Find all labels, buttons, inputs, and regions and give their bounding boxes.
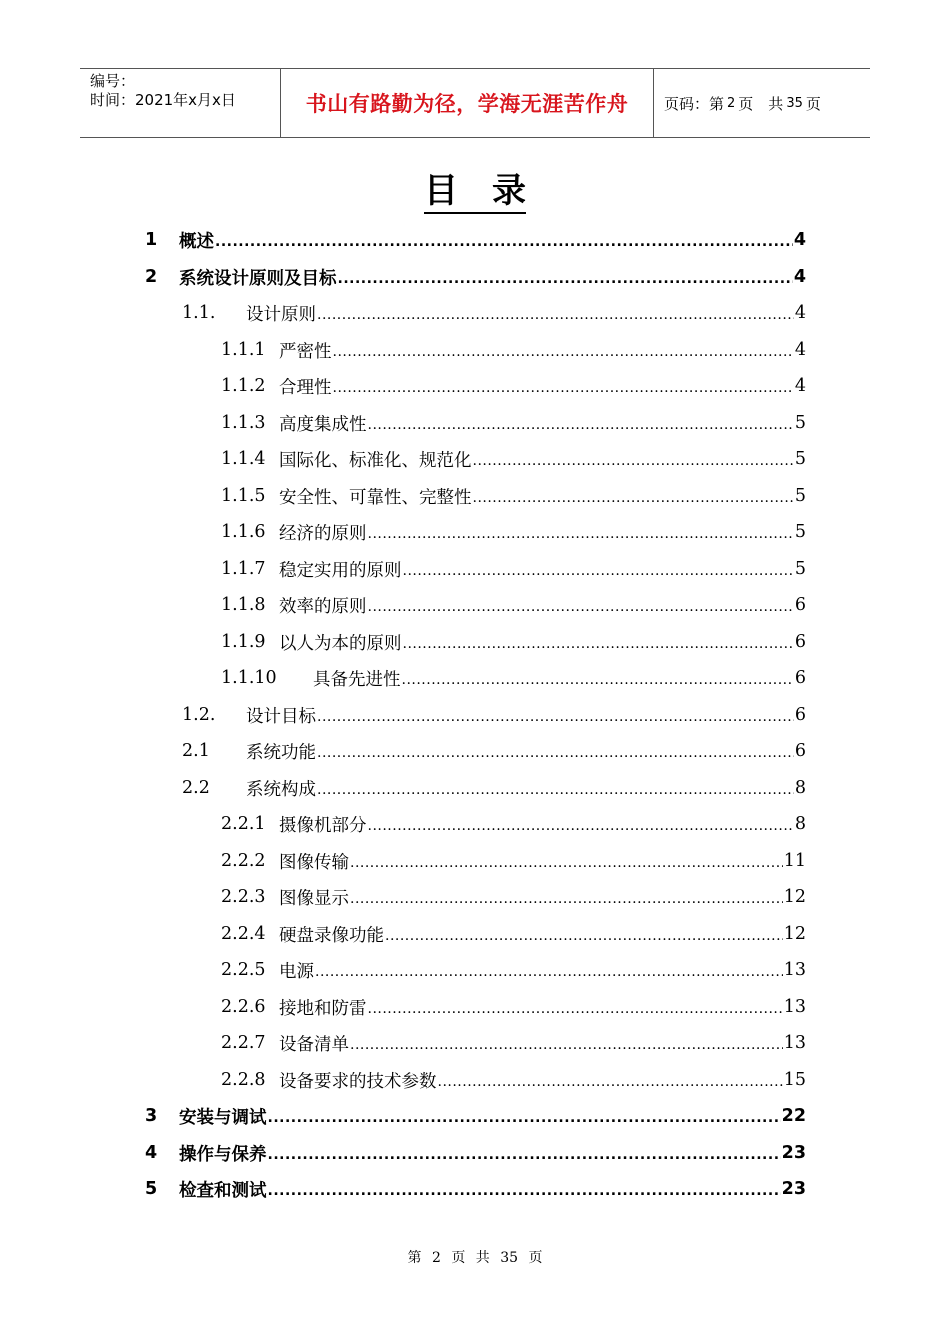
toc-entry-number: 2 <box>145 267 158 287</box>
toc-entry[interactable] <box>221 1062 806 1098</box>
toc-entry-page: 6 <box>794 632 806 652</box>
toc-entry-number: 1.1. <box>182 303 216 323</box>
toc-entry-title: 设计目标 <box>246 706 316 727</box>
toc-entry-page: 4 <box>793 230 806 250</box>
toc-leader-dots <box>402 672 794 696</box>
toc-entry-page: 13 <box>783 960 806 980</box>
toc-entry[interactable] <box>221 879 806 915</box>
toc-entry[interactable] <box>221 660 806 696</box>
toc-entry-number: 2.2.3 <box>221 887 266 907</box>
toc-entry-title: 操作与保养 <box>179 1144 267 1165</box>
toc-leader-dots <box>350 1037 783 1061</box>
toc-entry-page: 4 <box>794 340 806 360</box>
toc-entry[interactable] <box>221 843 806 879</box>
toc-entry[interactable] <box>221 514 806 550</box>
toc-entry[interactable] <box>221 551 806 587</box>
toc-entry-number: 1.1.6 <box>221 522 266 542</box>
toc-entry-number: 2.2.2 <box>221 851 266 871</box>
toc-leader-dots <box>317 307 794 331</box>
toc-entry-page: 4 <box>793 267 806 287</box>
toc-entry[interactable] <box>221 989 806 1025</box>
toc-leader-dots <box>403 563 794 587</box>
toc-entry-title: 严密性 <box>279 341 332 362</box>
toc-entry-number: 1.1.1 <box>221 340 266 360</box>
toc-entry-title: 安全性、可靠性、完整性 <box>279 487 472 508</box>
toc-entry-title: 合理性 <box>279 377 332 398</box>
toc-entry-page: 11 <box>783 851 806 871</box>
toc-entry[interactable] <box>221 916 806 952</box>
toc-entry-title: 设备清单 <box>279 1034 349 1055</box>
toc-entry-title: 设备要求的技术参数 <box>279 1071 437 1092</box>
toc-entry-title: 检查和测试 <box>179 1180 267 1201</box>
toc-entry-number: 1.2. <box>182 705 216 725</box>
toc-entry-title: 接地和防雷 <box>279 998 367 1019</box>
toc-entry-title: 国际化、标准化、规范化 <box>279 450 472 471</box>
toc-entry[interactable] <box>182 697 806 733</box>
toc-leader-dots <box>268 1183 781 1207</box>
toc-entry-number: 2.2 <box>182 778 210 798</box>
toc-entry[interactable] <box>182 295 806 331</box>
header-page-mid: 页 共 <box>738 94 784 113</box>
toc-leader-dots <box>215 234 793 258</box>
toc-leader-dots <box>338 271 793 295</box>
page-header <box>80 68 870 138</box>
toc-entry-page: 12 <box>783 887 806 907</box>
toc-entry-number: 1.1.4 <box>221 449 266 469</box>
toc-entry-page: 22 <box>781 1106 806 1126</box>
header-motto: 书山有路勤为径，学海无涯苦作舟 <box>281 69 654 137</box>
toc-entry-title: 稳定实用的原则 <box>279 560 402 581</box>
toc-leader-dots <box>368 818 794 842</box>
toc-entry[interactable] <box>221 332 806 368</box>
toc-entry[interactable] <box>221 624 806 660</box>
toc-entry-page: 23 <box>781 1179 806 1199</box>
toc-leader-dots <box>368 1001 783 1025</box>
toc-entry-page: 13 <box>783 1033 806 1053</box>
toc-entry-number: 2.1 <box>182 741 210 761</box>
toc-entry-number: 5 <box>145 1179 158 1199</box>
toc-entry[interactable] <box>145 1135 806 1171</box>
toc-entry-page: 6 <box>794 668 806 688</box>
toc-entry-number: 2.2.4 <box>221 924 266 944</box>
toc-entry-number: 1.1.10 <box>221 668 277 688</box>
toc-entry-page: 5 <box>794 522 806 542</box>
toc-entry-number: 1.1.8 <box>221 595 266 615</box>
header-page-suffix: 页 <box>805 94 821 113</box>
toc-entry[interactable] <box>221 587 806 623</box>
toc-entry-title: 系统构成 <box>246 779 316 800</box>
page-footer <box>0 1247 950 1267</box>
header-page-total: 35 <box>786 95 803 111</box>
toc-entry-page: 8 <box>794 778 806 798</box>
toc-entry-page: 4 <box>794 376 806 396</box>
toc-entry-number: 3 <box>145 1106 158 1126</box>
footer-total-pages: 35 <box>500 1250 519 1266</box>
toc-entry-title: 硬盘录像功能 <box>279 925 384 946</box>
toc-leader-dots <box>350 891 783 915</box>
toc-entry-title: 概述 <box>179 231 214 252</box>
toc-entry-number: 1.1.7 <box>221 559 266 579</box>
toc-entry-title: 图像显示 <box>279 888 349 909</box>
toc-entry[interactable] <box>182 733 806 769</box>
toc-leader-dots <box>315 964 783 988</box>
toc-entry-title: 设计原则 <box>246 304 316 325</box>
serial-label: 编号： <box>90 72 136 90</box>
header-page-cell <box>654 69 870 137</box>
toc-leader-dots <box>333 380 794 404</box>
toc-entry[interactable] <box>221 478 806 514</box>
toc-leader-dots <box>368 526 794 550</box>
header-page-prefix: 页码：第 <box>664 94 725 113</box>
toc-entry-title: 具备先进性 <box>313 669 401 690</box>
toc-entry-title: 摄像机部分 <box>279 815 367 836</box>
toc-entry[interactable] <box>145 222 806 258</box>
toc-leader-dots <box>317 782 794 806</box>
toc-leader-dots <box>385 928 783 952</box>
toc-entry-page: 15 <box>783 1070 806 1090</box>
toc-entry[interactable] <box>221 952 806 988</box>
toc-entry[interactable] <box>145 259 806 295</box>
footer-suffix: 页 <box>528 1250 543 1266</box>
toc-entry-page: 5 <box>794 449 806 469</box>
toc-entry-number: 2.2.7 <box>221 1033 266 1053</box>
header-info-cell <box>80 69 281 137</box>
toc-entry-page: 12 <box>783 924 806 944</box>
toc-leader-dots <box>268 1110 781 1134</box>
toc-entry-number: 2.2.5 <box>221 960 266 980</box>
toc-entry-title: 安装与调试 <box>179 1107 267 1128</box>
toc-entry-number: 2.2.6 <box>221 997 266 1017</box>
toc-entry-number: 1.1.9 <box>221 632 266 652</box>
toc-leader-dots <box>317 709 794 733</box>
toc-entry-title: 以人为本的原则 <box>279 633 402 654</box>
toc-entry-page: 5 <box>794 413 806 433</box>
footer-prefix: 第 <box>407 1250 422 1266</box>
toc-entry[interactable] <box>221 405 806 441</box>
toc-entry-number: 2.2.8 <box>221 1070 266 1090</box>
toc-entry-number: 1.1.3 <box>221 413 266 433</box>
toc-entry-page: 4 <box>794 303 806 323</box>
toc-leader-dots <box>403 636 794 660</box>
toc-entry-title: 系统功能 <box>246 742 316 763</box>
toc-entry-title: 电源 <box>279 961 314 982</box>
header-page-current: 2 <box>727 95 736 111</box>
toc-entry[interactable] <box>182 770 806 806</box>
toc-leader-dots <box>438 1074 783 1098</box>
toc-entry[interactable] <box>145 1171 806 1207</box>
toc-leader-dots <box>368 599 794 623</box>
toc-leader-dots <box>333 344 794 368</box>
toc-entry-page: 8 <box>794 814 806 834</box>
toc-entry-number: 1.1.2 <box>221 376 266 396</box>
toc-entry-number: 4 <box>145 1143 158 1163</box>
toc-entry[interactable] <box>145 1098 806 1134</box>
toc-entry-number: 1 <box>145 230 158 250</box>
toc-entry-title: 效率的原则 <box>279 596 367 617</box>
toc-leader-dots <box>317 745 794 769</box>
toc-entry-page: 13 <box>783 997 806 1017</box>
toc-title: 目 录 <box>0 163 950 212</box>
toc-entry-page: 6 <box>794 595 806 615</box>
toc-entry[interactable] <box>221 441 806 477</box>
toc-entry[interactable] <box>221 806 806 842</box>
toc-entry-page: 6 <box>794 741 806 761</box>
toc-entry-page: 6 <box>794 705 806 725</box>
toc-leader-dots <box>473 453 794 477</box>
footer-mid1: 页 <box>451 1250 466 1266</box>
toc-entry[interactable] <box>221 368 806 404</box>
footer-mid2: 共 <box>475 1250 490 1266</box>
toc-entry-title: 系统设计原则及目标 <box>179 268 337 289</box>
toc-entry-page: 23 <box>781 1143 806 1163</box>
toc-entry-number: 2.2.1 <box>221 814 266 834</box>
toc-leader-dots <box>368 417 794 441</box>
toc-entry-page: 5 <box>794 486 806 506</box>
toc-leader-dots <box>268 1147 781 1171</box>
footer-current-page: 2 <box>431 1250 441 1266</box>
toc-leader-dots <box>473 490 794 514</box>
toc-entry-title: 经济的原则 <box>279 523 367 544</box>
toc-entry-page: 5 <box>794 559 806 579</box>
toc-entry[interactable] <box>221 1025 806 1061</box>
time-label: 时间：2021年x月x日 <box>90 91 236 109</box>
toc-entry-title: 高度集成性 <box>279 414 367 435</box>
toc-entry-number: 1.1.5 <box>221 486 266 506</box>
toc-leader-dots <box>350 855 783 879</box>
toc-entry-title: 图像传输 <box>279 852 349 873</box>
